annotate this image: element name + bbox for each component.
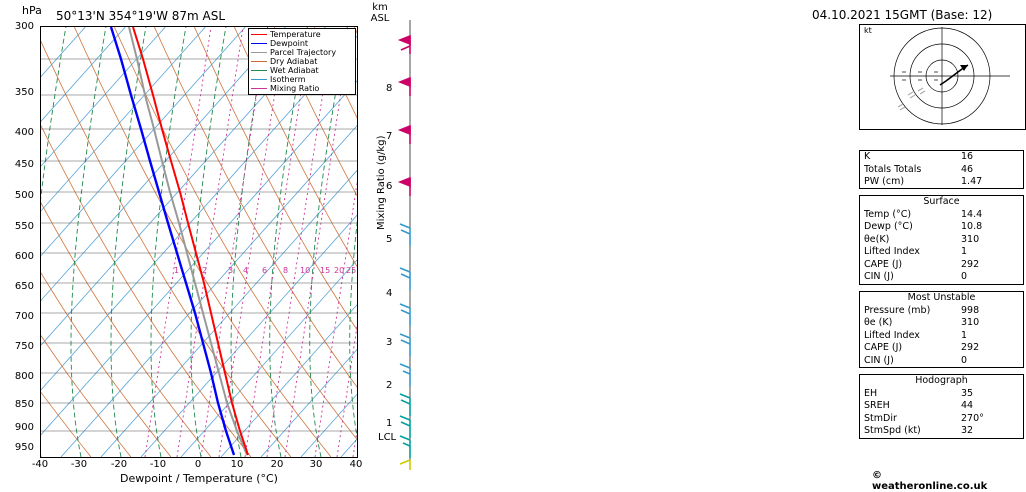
legend-item-parcel xyxy=(251,48,353,57)
most-unstable-table xyxy=(859,291,1024,368)
km-tick-3: 3 xyxy=(386,337,393,348)
table-row xyxy=(860,234,1023,247)
row-label: CIN (J) xyxy=(864,354,894,366)
table-row xyxy=(860,425,1023,438)
row-label: Temp (°C) xyxy=(864,208,912,220)
xtick-0: 0 xyxy=(194,459,202,470)
row-label: Dewp (°C) xyxy=(864,221,913,232)
row-value: 16 xyxy=(961,151,974,162)
km-axis-label: km ASL xyxy=(370,2,390,24)
row-value: 270° xyxy=(961,412,984,424)
table-row xyxy=(860,305,1023,318)
xtick-30: 30 xyxy=(309,459,323,470)
station-title: 50°13'N 354°19'W 87m ASL xyxy=(56,9,226,23)
row-label: SREH xyxy=(864,400,890,411)
ytick-400: 400 xyxy=(14,127,34,138)
row-label: StmDir xyxy=(864,412,897,424)
row-value: 0 xyxy=(961,271,968,282)
mixing-label-2: 2 xyxy=(202,266,208,275)
row-value: 32 xyxy=(961,425,974,436)
table-row xyxy=(860,259,1023,272)
ytick-950: 950 xyxy=(14,442,34,453)
info-panel xyxy=(404,0,993,492)
table-row xyxy=(860,271,1023,284)
legend-label-dry-adiabat: Dry Adiabat xyxy=(270,57,318,66)
legend-item-mixing-ratio xyxy=(251,84,353,93)
ytick-750: 750 xyxy=(14,341,34,352)
row-label: Lifted Index xyxy=(864,246,920,257)
ytick-800: 800 xyxy=(14,371,34,382)
row-label: StmSpd (kt) xyxy=(864,425,921,436)
lcl-label: LCL xyxy=(378,432,397,443)
table-row xyxy=(860,317,1023,330)
row-label: EH xyxy=(864,387,878,399)
row-value: 1.47 xyxy=(961,176,983,187)
hodograph-unit-label: kt xyxy=(864,26,872,35)
legend-item-wet-adiabat xyxy=(251,66,353,75)
legend-label-temperature: Temperature xyxy=(270,30,321,39)
xtick-20: 20 xyxy=(270,459,284,470)
legend-item-dry-adiabat xyxy=(251,57,353,66)
legend-swatch-dry-adiabat xyxy=(251,61,267,62)
legend-item-isotherm xyxy=(251,75,353,84)
xtick-10: 10 xyxy=(230,459,244,470)
pressure-axis-label: hPa xyxy=(22,4,42,17)
hodograph-svg xyxy=(860,25,1023,127)
row-value: 35 xyxy=(961,387,974,399)
legend-label-mixing-ratio: Mixing Ratio xyxy=(270,84,320,93)
hodograph-stats-table xyxy=(859,374,1024,439)
indices-table xyxy=(859,150,1024,189)
xtick--40: -40 xyxy=(31,459,49,470)
km-tick-8: 8 xyxy=(386,83,393,94)
row-value: 1 xyxy=(961,329,968,341)
ytick-650: 650 xyxy=(14,281,34,292)
x-axis-title: Dewpoint / Temperature (°C) xyxy=(120,472,278,485)
row-value: 310 xyxy=(961,317,980,328)
ytick-500: 500 xyxy=(14,190,34,201)
legend-swatch-wet-adiabat xyxy=(251,70,267,71)
mixing-label-10: 10 xyxy=(300,266,311,275)
row-label: CAPE (J) xyxy=(864,258,903,270)
row-value: 46 xyxy=(961,163,974,175)
hodograph-panel xyxy=(859,24,1026,130)
ytick-900: 900 xyxy=(14,422,34,433)
row-label: Pressure (mb) xyxy=(864,304,931,316)
row-value: 310 xyxy=(961,233,980,245)
mixing-label-15: 15 xyxy=(320,266,331,275)
table-row xyxy=(860,330,1023,343)
xtick--20: -20 xyxy=(110,459,128,470)
table-row xyxy=(860,164,1023,177)
most-unstable-title: Most Unstable xyxy=(907,292,976,303)
km-tick-1: 1 xyxy=(386,418,393,429)
credit-text: © weatheronline.co.uk xyxy=(872,470,988,492)
hodograph-stats-title: Hodograph xyxy=(915,375,968,386)
legend-swatch-temperature xyxy=(251,34,267,35)
legend-label-wet-adiabat: Wet Adiabat xyxy=(270,66,319,75)
row-value: 292 xyxy=(961,342,980,353)
row-value: 10.8 xyxy=(961,221,983,232)
row-value: 44 xyxy=(961,400,974,411)
legend-swatch-isotherm xyxy=(251,79,267,80)
km-tick-6: 6 xyxy=(386,181,393,192)
table-row xyxy=(860,342,1023,355)
row-value: 1 xyxy=(961,246,968,257)
row-label: Lifted Index xyxy=(864,329,920,341)
ytick-300: 300 xyxy=(14,21,34,32)
legend-item-dewpoint xyxy=(251,39,353,48)
row-value: 998 xyxy=(961,304,980,316)
ytick-350: 350 xyxy=(14,87,34,98)
row-value: 14.4 xyxy=(961,208,983,220)
table-row xyxy=(860,176,1023,189)
legend-label-parcel: Parcel Trajectory xyxy=(270,48,337,57)
mixing-ratio-axis-title: Mixing Ratio (g/kg) xyxy=(376,135,387,230)
mixing-label-8: 8 xyxy=(283,266,289,275)
km-tick-5: 5 xyxy=(386,234,393,245)
mixing-label-25: 25 xyxy=(346,266,357,275)
xtick--30: -30 xyxy=(70,459,88,470)
table-row xyxy=(860,388,1023,401)
ytick-700: 700 xyxy=(14,311,34,322)
mixing-label-1: 1 xyxy=(174,266,180,275)
legend-swatch-mixing-ratio xyxy=(251,88,267,89)
row-label: PW (cm) xyxy=(864,176,905,187)
xtick-40: 40 xyxy=(349,459,363,470)
surface-table xyxy=(859,195,1024,285)
table-row xyxy=(860,209,1023,222)
legend-label-isotherm: Isotherm xyxy=(270,75,306,84)
skewt-panel xyxy=(0,0,404,486)
row-label: θe(K) xyxy=(864,233,890,245)
km-tick-7: 7 xyxy=(386,131,393,142)
row-label: CIN (J) xyxy=(864,271,894,282)
legend-swatch-dewpoint xyxy=(251,43,267,44)
legend-label-dewpoint: Dewpoint xyxy=(270,39,309,48)
ytick-850: 850 xyxy=(14,399,34,410)
row-label: Totals Totals xyxy=(864,163,922,175)
table-row xyxy=(860,413,1023,426)
row-label: θe (K) xyxy=(864,317,893,328)
xtick--10: -10 xyxy=(149,459,167,470)
row-value: 292 xyxy=(961,258,980,270)
mixing-label-6: 6 xyxy=(262,266,268,275)
mixing-label-20: 20 xyxy=(334,266,345,275)
table-row xyxy=(860,221,1023,234)
surface-title: Surface xyxy=(923,196,960,207)
table-row xyxy=(860,400,1023,413)
table-row xyxy=(860,355,1023,368)
date-title: 04.10.2021 15GMT (Base: 12) xyxy=(812,8,993,22)
km-tick-4: 4 xyxy=(386,288,393,299)
row-value: 0 xyxy=(961,354,968,366)
temperature-line xyxy=(133,27,248,455)
ytick-450: 450 xyxy=(14,159,34,170)
legend xyxy=(248,28,356,95)
row-label: K xyxy=(864,151,871,162)
km-tick-2: 2 xyxy=(386,380,393,391)
ytick-550: 550 xyxy=(14,221,34,232)
row-label: CAPE (J) xyxy=(864,342,903,353)
ytick-600: 600 xyxy=(14,251,34,262)
legend-swatch-parcel xyxy=(251,52,267,53)
mixing-label-4: 4 xyxy=(243,266,249,275)
mixing-label-3: 3 xyxy=(228,266,234,275)
table-row xyxy=(860,151,1023,164)
table-row xyxy=(860,246,1023,259)
legend-item-temperature xyxy=(251,30,353,39)
